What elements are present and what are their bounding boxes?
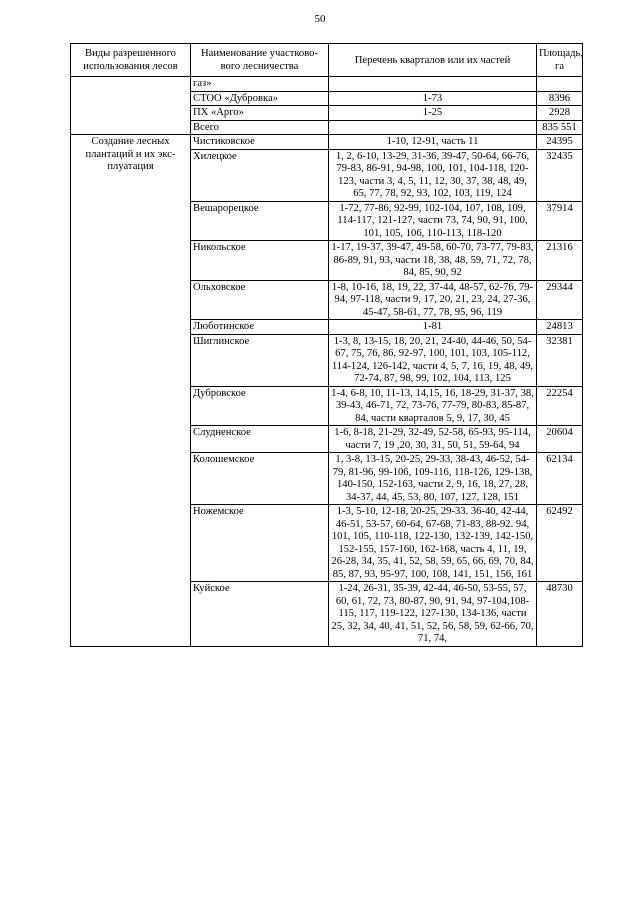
- area-cell: 37914: [537, 201, 583, 241]
- forestry-cell: Люботинское: [191, 320, 329, 335]
- forestry-cell: Слудненское: [191, 426, 329, 453]
- header-area: Площадь, га: [537, 44, 583, 77]
- forestry-cell: Ольховское: [191, 280, 329, 320]
- area-cell: 8396: [537, 91, 583, 106]
- quarters-cell: 1-72, 77-86, 92-99, 102-104, 107, 108, 109, 114-117, 121-127, части 73, 74, 90, 91, 100, 101, 105, 106, 110-113, 118-120: [329, 201, 537, 241]
- forestry-cell: Хилецкое: [191, 149, 329, 201]
- area-cell: 20604: [537, 426, 583, 453]
- quarters-cell: 1-81: [329, 320, 537, 335]
- table-row: [71, 135, 583, 150]
- use-type-cell-empty: [71, 77, 191, 135]
- quarters-cell: 1, 3-8, 13-15, 20-25, 29-33, 38-43, 46-52, 54-79, 81-96, 99-106, 109-116, 118-126, 129-138, 140-150, 152-163, части 2, 9, 16, 18, 27, 28, 34-37, 44, 45, 53, 80, 107, 127, 128, 151: [329, 453, 537, 505]
- area-cell: 2928: [537, 106, 583, 121]
- forestry-cell: Чистиковское: [191, 135, 329, 150]
- area-cell: 62492: [537, 505, 583, 582]
- forestry-cell: Дубровское: [191, 386, 329, 426]
- quarters-cell: 1-10, 12-91, часть 11: [329, 135, 537, 150]
- area-cell: 48730: [537, 582, 583, 647]
- forestry-cell: Шиглинское: [191, 334, 329, 386]
- table-header-row: [71, 44, 583, 77]
- header-use-type: Виды разрешенного использования лесов: [71, 44, 191, 77]
- total-label: Всего: [191, 120, 329, 135]
- forestry-cell: Ножемское: [191, 505, 329, 582]
- quarters-cell: 1-4, 6-8, 10, 11-13, 14,15, 16, 18-29, 31-37, 38, 39-43, 46-71, 72, 73-76, 77-79, 80-83, 85-87, 84, части кварталов 5, 9, 17, 30, 45: [329, 386, 537, 426]
- total-area: 835 551: [537, 120, 583, 135]
- quarters-cell: 1-8, 10-16, 18, 19, 22, 37-44, 48-57, 62-76, 79-94, 97-118, части 9, 17, 20, 21, 23, 24, 27-36, 45-47, 58-61, 77, 78, 95, 96, 119: [329, 280, 537, 320]
- page-number: 50: [314, 13, 326, 25]
- quarters-cell: 1-3, 5-10, 12-18, 20-25, 29-33. 36-40, 42-44, 46-51, 53-57, 60-64, 67-68, 71-83, 88-92. 94, 101, 105, 110-118, 122-130, 132-139, 142-150, 152-155, 157-160, 162-168, часть 4, 11, 19, 26-28, 34, 35, 41, 52, 58, 59, 65, 66, 69, 70, 84, 85, 87, 93, 95-97, 100, 108, 141, 151, 156, 161: [329, 505, 537, 582]
- forestry-cell: Вешарорецкое: [191, 201, 329, 241]
- forestry-cell: СТОО «Дубровка»: [191, 91, 329, 106]
- total-quarters-empty: [329, 120, 537, 135]
- forestry-cell: Никольское: [191, 241, 329, 281]
- table-row: [71, 77, 583, 92]
- area-cell: 24813: [537, 320, 583, 335]
- area-cell: 32435: [537, 149, 583, 201]
- quarters-cell: 1-24, 26-31, 35-39, 42-44, 46-50, 53-55, 57, 60, 61, 72, 73, 80-87, 90, 91, 94, 97-104,108-115, 117, 119-122, 127-130, 134-136, части 25, 32, 34, 40, 41, 51, 52, 56, 58, 59, 62-66, 70, 71, 74,: [329, 582, 537, 647]
- forestry-cell: ПХ «Арго»: [191, 106, 329, 121]
- quarters-cell: 1-73: [329, 91, 537, 106]
- header-forestry: Наименование участково-вого лесничества: [191, 44, 329, 77]
- use-type-cell: Создание лесных плантаций и их экс-плуатация: [71, 135, 191, 647]
- quarters-cell: 1-6, 8-18, 21-29, 32-49, 52-58, 65-93, 95-114, части 7, 19 ,20, 30, 31, 50, 51, 59-64, 94: [329, 426, 537, 453]
- forest-use-table: [70, 43, 583, 647]
- forestry-cell: газ»: [191, 77, 329, 92]
- quarters-cell: [329, 77, 537, 92]
- quarters-cell: 1-17, 19-37, 39-47, 49-58, 60-70, 73-77, 79-83, 86-89, 91, 93, части 18, 38, 48, 59, 71, 72, 78, 84, 85, 90, 92: [329, 241, 537, 281]
- quarters-cell: 1, 2, 6-10, 13-29, 31-36, 39-47, 50-64, 66-76, 79-83, 86-91, 94-98, 100, 101, 104-118, 120-123, части 3, 4, 5, 11, 12, 30, 37, 38, 48, 49, 65, 77, 78, 92, 93, 102, 103, 119, 124: [329, 149, 537, 201]
- area-cell: 32381: [537, 334, 583, 386]
- header-quarters: Перечень кварталов или их частей: [329, 44, 537, 77]
- forestry-cell: Куйское: [191, 582, 329, 647]
- quarters-cell: 1-3, 8, 13-15, 18, 20, 21, 24-40, 44-46, 50, 54-67, 75, 76, 86, 92-97, 100, 101, 103, 105-112, 114-124, 126-142, части 4, 5, 7, 16, 19, 48, 49, 72-74, 87, 98, 99, 102, 104, 113, 125: [329, 334, 537, 386]
- forestry-cell: Колошемское: [191, 453, 329, 505]
- area-cell: 62134: [537, 453, 583, 505]
- area-cell: 22254: [537, 386, 583, 426]
- area-cell: 24395: [537, 135, 583, 150]
- area-cell: 21316: [537, 241, 583, 281]
- area-cell: 29344: [537, 280, 583, 320]
- area-cell: [537, 77, 583, 92]
- quarters-cell: 1-25: [329, 106, 537, 121]
